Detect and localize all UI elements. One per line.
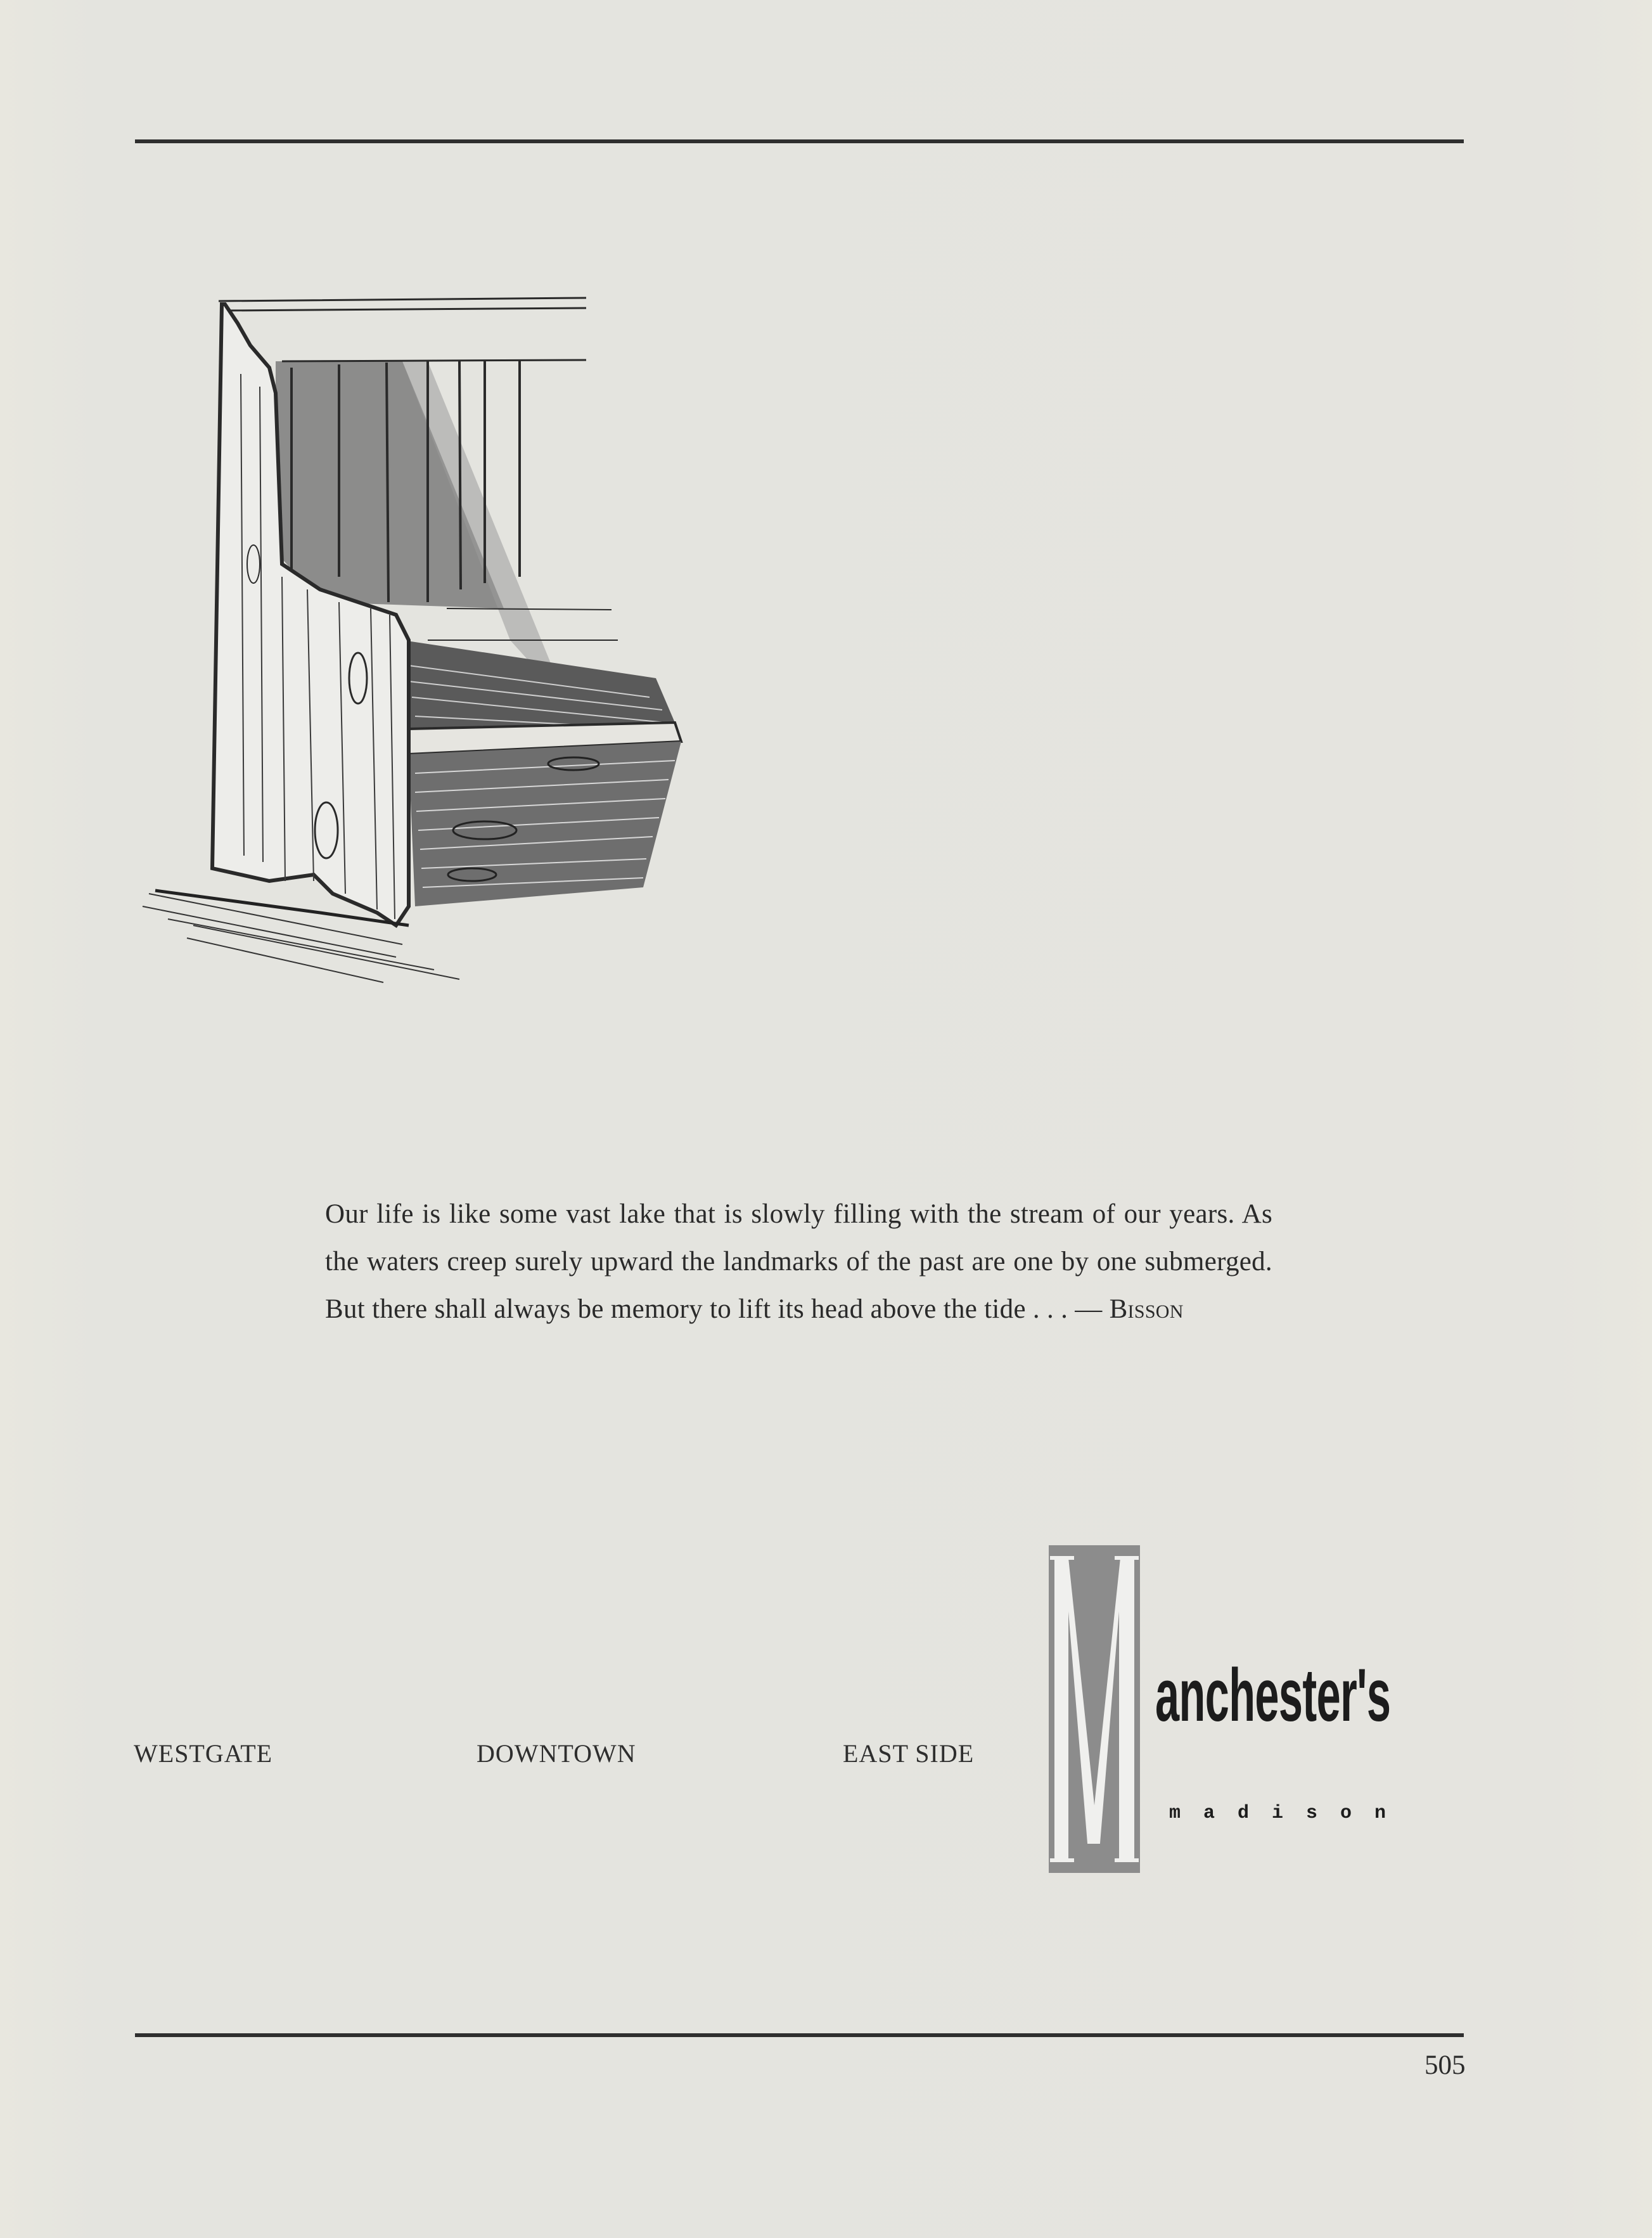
manchesters-logo (1049, 1545, 1467, 1875)
page-number: 505 (1425, 2050, 1466, 2080)
bottom-rule (135, 2033, 1464, 2037)
quote-attribution: Bisson (1109, 1294, 1184, 1324)
logo-subtitle: madison (1169, 1803, 1409, 1824)
logo-wordmark: anchester's (1155, 1654, 1391, 1737)
location-downtown: DOWNTOWN (477, 1739, 636, 1768)
location-east-side: EAST SIDE (843, 1739, 975, 1768)
location-westgate: WESTGATE (134, 1739, 273, 1768)
logo-initial-m (1049, 1545, 1140, 1873)
top-rule (135, 139, 1464, 143)
quote-paragraph (325, 1190, 1272, 1333)
quote-text: Our life is like some vast lake that is slowly filling with the stream of our years. As the waters creep surely upward the landmarks of the past are one by one submerged. But there shall always be memory to lift its head above the tide . . . — (325, 1199, 1272, 1324)
wooden-bench-sketch-icon (130, 285, 688, 995)
